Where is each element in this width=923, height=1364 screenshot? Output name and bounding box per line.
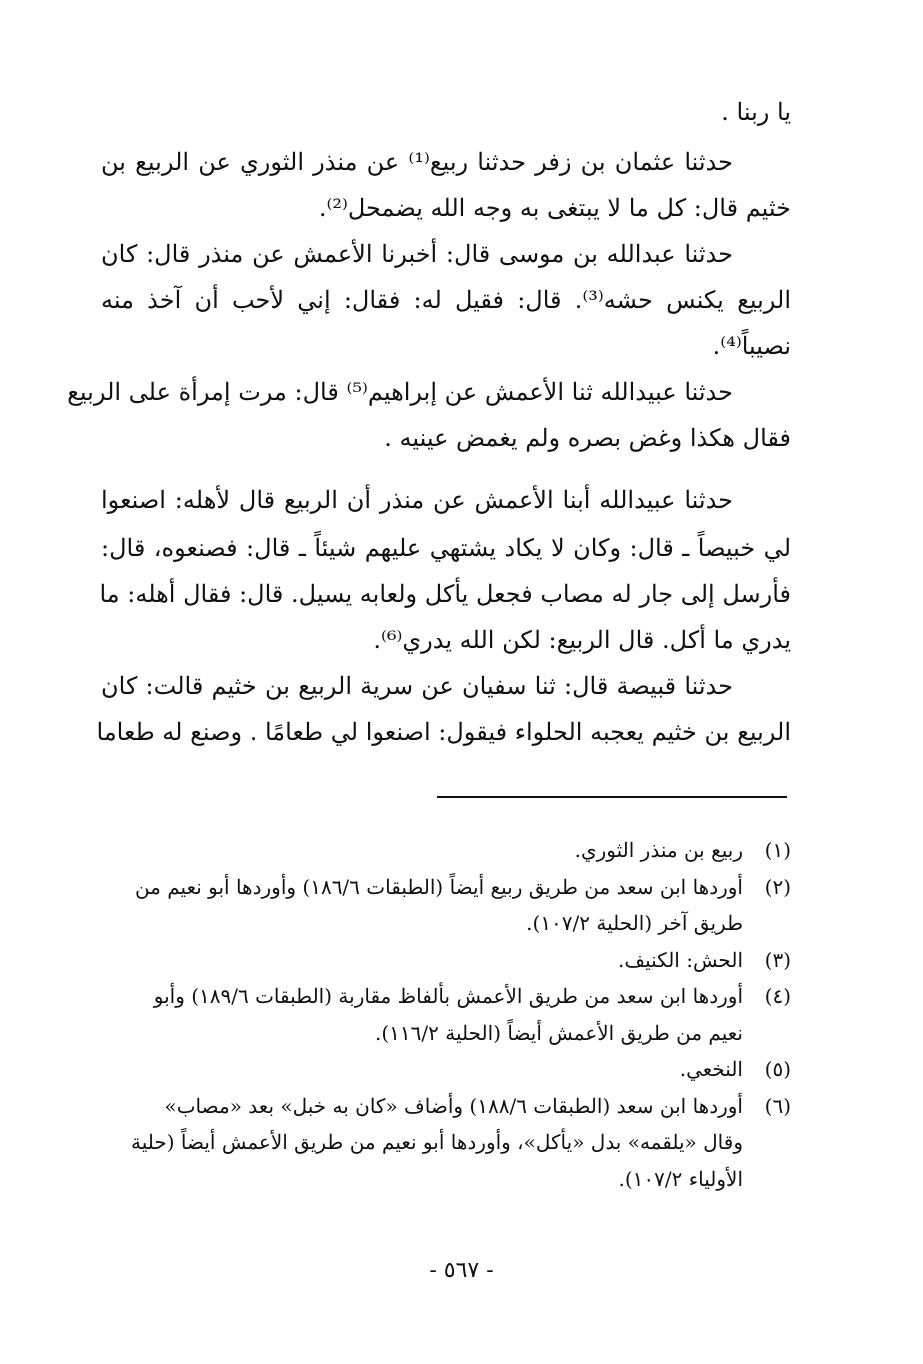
- text-line: الربيع بن خثيم يعجبه الحلواء فيقول: اصنعوا لي طعامًا . وصنع له طعاما: [96, 718, 791, 746]
- footnote-number: (٤): [764, 984, 791, 1008]
- text-line: فقال هكذا وغض بصره ولم يغمض عينيه .: [384, 424, 791, 452]
- text-line: حدثنا عبدالله بن موسى قال: أخبرنا الأعمش عن منذر قال: كان: [101, 240, 733, 268]
- footnote-number: (٦): [764, 1094, 791, 1118]
- footnote-text: أوردها ابن سعد من طريق ربيع أيضاً (الطبقات ١٨٦/٦) وأوردها أبو نعيم من: [134, 875, 743, 899]
- footnote-line: [101, 1015, 791, 1051]
- footnote-line: [101, 905, 791, 941]
- text-line: حدثنا عبيدالله أبنا الأعمش عن منذر أن الربيع قال لأهله: اصنعوا: [101, 486, 734, 514]
- text-line: نصيباً⁽⁴⁾.: [712, 332, 791, 360]
- footnote-line: [101, 978, 791, 1014]
- footnote-line: [101, 1124, 791, 1160]
- footnote-text: الأولياء ١٠٧/٢).: [618, 1167, 743, 1191]
- text-line: حدثنا قبيصة قال: ثنا سفيان عن سرية الربيع بن خثيم قالت: كان: [101, 672, 733, 700]
- footnote-text: أوردها ابن سعد من طريق الأعمش بألفاظ مقاربة (الطبقات ١٨٩/٦) وأبو: [153, 984, 743, 1008]
- footnote-number: (٣): [764, 948, 791, 972]
- text-line: لي خبيصاً ـ قال: وكان لا يكاد يشتهي عليهم شيئاً ـ قال: فصنعوه، قال:: [101, 534, 792, 562]
- text-line: يدري ما أكل. قال الربيع: لكن الله يدري⁽⁶⁾.: [373, 626, 791, 654]
- footnote-text: الحش: الكنيف.: [618, 948, 743, 972]
- text-line: يا ربنا .: [721, 98, 791, 126]
- footnote-number: (١): [764, 838, 791, 862]
- footnote-text: وقال «يلقمه» بدل «يأكل»، وأوردها أبو نعيم من طريق الأعمش أيضاً (حلية: [131, 1130, 743, 1154]
- footnote-text: ربيع بن منذر الثوري.: [574, 838, 743, 862]
- footnote-text: طريق آخر (الحلية ١٠٧/٢).: [526, 911, 743, 935]
- text-line: خثيم قال: كل ما لا يبتغى به وجه الله يضمحل⁽²⁾.: [318, 194, 791, 222]
- footnote-line: [101, 1088, 791, 1124]
- footnote-separator: [437, 796, 787, 798]
- text-line: حدثنا عبيدالله ثنا الأعمش عن إبراهيم⁽⁵⁾ قال: مرت إمرأة على الربيع: [67, 378, 733, 406]
- text-line: حدثنا عثمان بن زفر حدثنا ربيع⁽¹⁾ عن منذر الثوري عن الربيع بن: [101, 148, 733, 176]
- footnote-line: [101, 1161, 791, 1197]
- footnote-line: [101, 832, 791, 868]
- page-number: - ٥٦٧ -: [429, 1258, 494, 1283]
- footnote-line: [101, 942, 791, 978]
- footnote-text: النخعي.: [679, 1057, 743, 1081]
- text-line: الربيع يكنس حشه⁽³⁾. قال: فقيل له: فقال: إني لأحب أن آخذ منه: [101, 286, 791, 314]
- footnote-text: نعيم من طريق الأعمش أيضاً (الحلية ١١٦/٢).: [375, 1021, 743, 1045]
- footnote-line: [101, 1051, 791, 1087]
- footnote-number: (٢): [764, 875, 791, 899]
- text-line: فأرسل إلى جار له مصاب فجعل يأكل ولعابه يسيل. قال: فقال أهله: ما: [99, 580, 791, 608]
- footnote-text: أوردها ابن سعد (الطبقات ١٨٨/٦) وأضاف «كان به خبل» بعد «مصاب»: [164, 1094, 743, 1118]
- footnote-line: [101, 869, 791, 905]
- footnote-number: (٥): [764, 1057, 791, 1081]
